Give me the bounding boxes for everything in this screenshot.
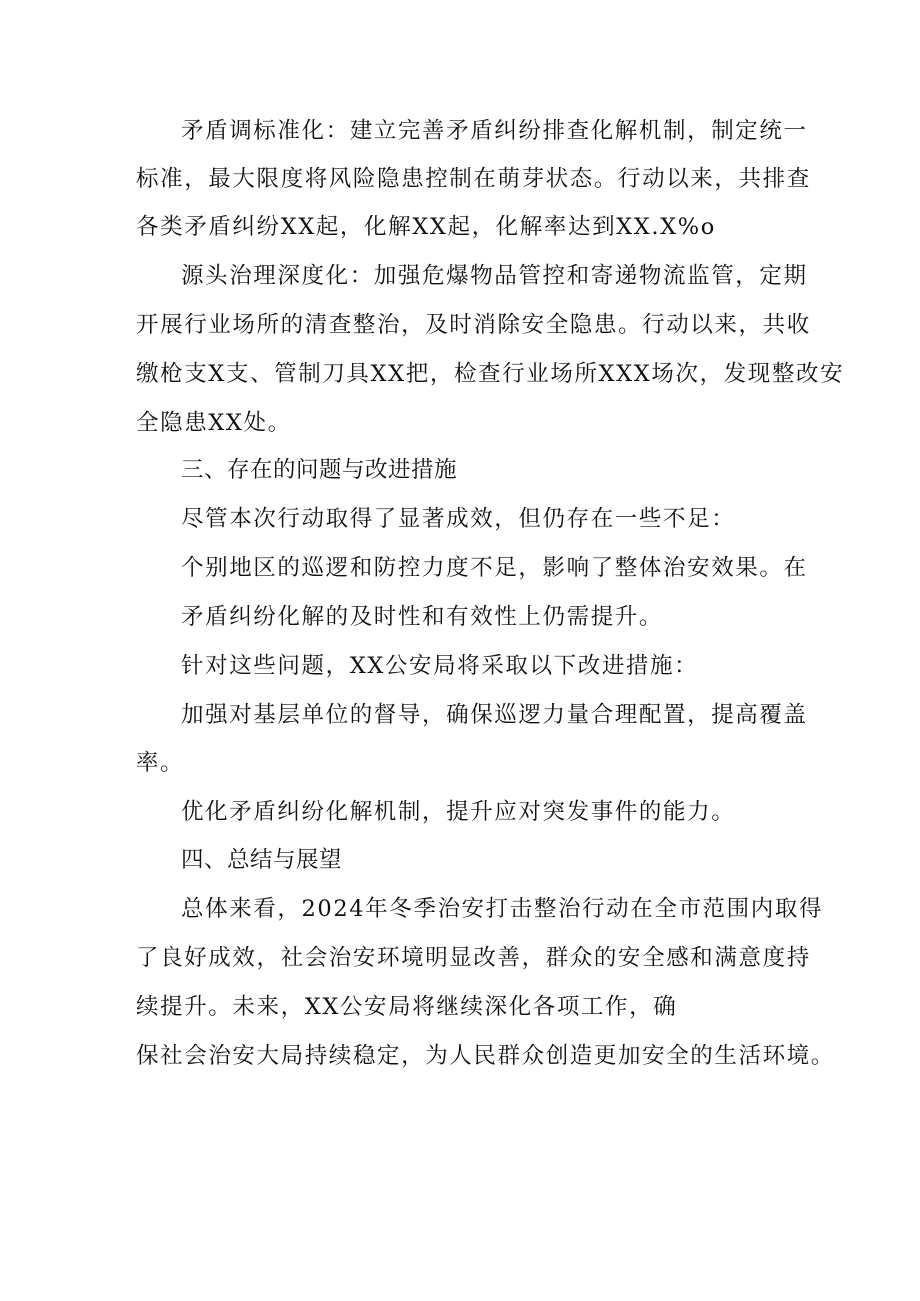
paragraph-patrol-issues-line-2: 矛盾纠纷化解的及时性和有效性上仍需提升。: [181, 604, 664, 630]
paragraph-patrol-issues-line-1: 个别地区的巡逻和防控力度不足，影响了整体治安效果。在: [181, 555, 808, 581]
paragraph-shortcomings-intro: 尽管本次行动取得了显著成效，但仍存在一些不足：: [181, 506, 736, 532]
paragraph-summary-line-3: 续提升。未来，XX公安局将继续深化各项工作，确: [136, 994, 678, 1020]
paragraph-summary-line-2: 了良好成效，社会治安环境明显改善，群众的安全感和满意度持: [136, 945, 811, 971]
paragraph-improvement-intro: 针对这些问题，XX公安局将采取以下改进措施：: [181, 653, 699, 679]
paragraph-supervision-line-1: 加强对基层单位的督导，确保巡逻力量合理配置，提高覆盖: [181, 702, 808, 728]
section-heading-problems: 三、存在的问题与改进措施: [181, 457, 458, 483]
paragraph-source-governance-line-1: 源头治理深度化：加强危爆物品管控和寄递物流监管，定期: [181, 263, 808, 289]
paragraph-source-governance-line-4: 全隐患XX处。: [136, 410, 292, 436]
paragraph-mechanism-optimization: 优化矛盾纠纷化解机制，提升应对突发事件的能力。: [181, 799, 736, 825]
paragraph-source-governance-line-2: 开展行业场所的清查整治，及时消除安全隐患。行动以来，共收: [136, 312, 811, 338]
paragraph-conflict-standardization-line-1: 矛盾调标准化：建立完善矛盾纠纷排查化解机制，制定统一: [181, 118, 808, 144]
paragraph-summary-line-1: 总体来看，2024年冬季治安打击整治行动在全市范围内取得: [181, 896, 824, 922]
paragraph-conflict-standardization-line-2: 标准，最大限度将风险隐患控制在萌芽状态。行动以来，共排查: [136, 166, 811, 192]
paragraph-source-governance-line-3: 缴枪支X支、管制刀具XX把，检查行业场所XXX场次，发现整改安: [136, 361, 845, 387]
section-heading-summary: 四、总结与展望: [181, 847, 343, 873]
paragraph-supervision-line-2: 率。: [136, 750, 185, 776]
paragraph-summary-line-4: 保社会治安大局持续稳定，为人民群众创造更加安全的生活环境。: [136, 1043, 835, 1069]
paragraph-conflict-standardization-line-3: 各类矛盾纠纷XX起，化解XX起，化解率达到XX.X%o: [136, 214, 716, 240]
